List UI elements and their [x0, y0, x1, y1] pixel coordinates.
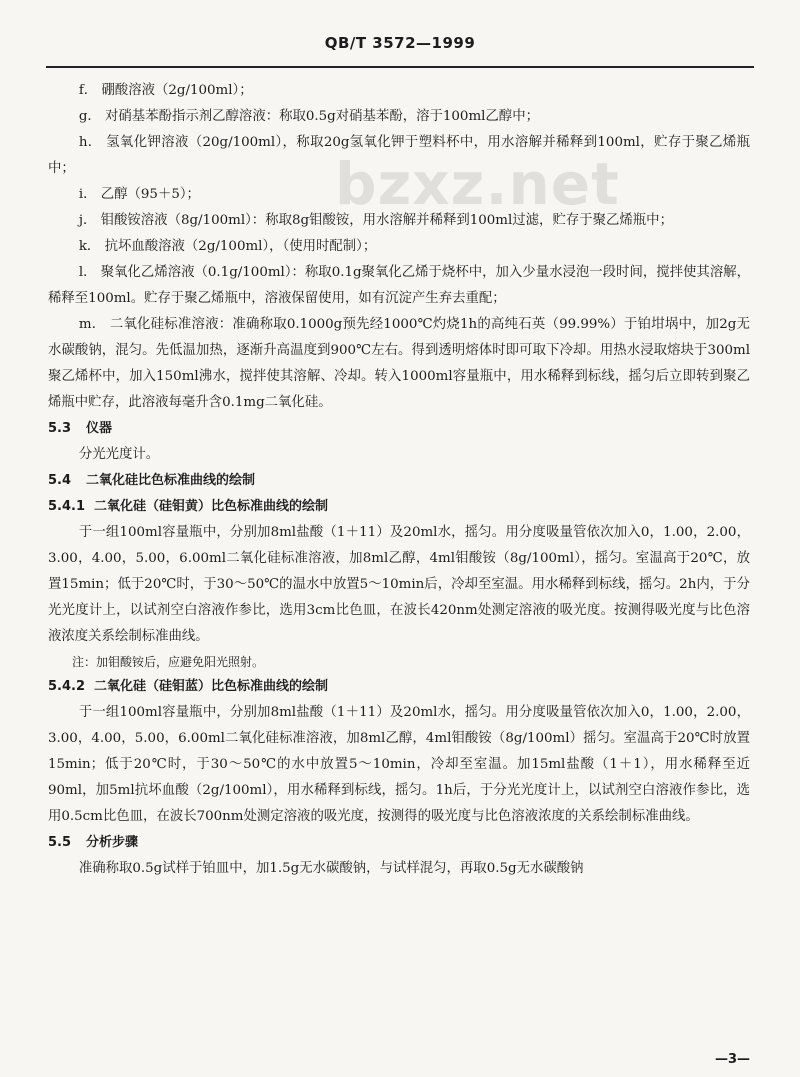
page-number: —3—: [714, 1052, 750, 1067]
section-5-4-1-note: 注：加钼酸铵后，应避免阳光照射。: [72, 655, 265, 669]
section-number: 5.4.2: [48, 679, 86, 694]
section-title: 仪器: [86, 421, 113, 436]
section-number: 5.4.1: [48, 499, 86, 514]
reagent-h: h． 氢氧化钾溶液（20g/100ml），称取20g氢氧化钾于塑料杯中，用水溶解并稀释到100ml，贮存于聚乙烯瓶中；: [48, 135, 750, 176]
section-5-5-heading: [48, 830, 750, 856]
reagent-m: m． 二氧化硅标准溶液：准确称取0.1000g预先经1000℃灼烧1h的高纯石英（99.99%）于铂坩埚中，加2g无水碳酸钠，混匀。先低温加热，逐渐升高温度到900℃左右。得到透明熔体时即可取下冷却。用热水浸取熔块于300ml聚乙烯杯中，加入150ml沸水，搅拌使其溶解、冷却。转入1000ml容量瓶中，用水稀释到标线，摇匀后立即转到聚乙烯瓶中贮存，此溶液每毫升含0.1mg二氧化硅。: [48, 317, 750, 410]
header-rule: [46, 66, 754, 68]
section-number: 5.5: [48, 835, 72, 850]
section-number: 5.3: [48, 421, 72, 436]
section-5-4-2-heading: [48, 674, 750, 700]
section-title: 二氧化硅比色标准曲线的绘制: [86, 473, 256, 488]
section-5-4-heading: [48, 468, 750, 494]
reagent-l: l． 聚氧化乙烯溶液（0.1g/100ml）：称取0.1g聚氧化乙烯于烧杯中，加入少量水浸泡一段时间，搅拌使其溶解，稀释至100ml。贮存于聚乙烯瓶中，溶液保留使用，如有沉淀产生弃去重配；: [48, 265, 750, 306]
section-title: 二氧化硅（硅钼黄）比色标准曲线的绘制: [94, 499, 329, 514]
section-5-3-heading: [48, 416, 750, 442]
section-title: 分析步骤: [86, 835, 139, 850]
reagent-g: g． 对硝基苯酚指示剂乙醇溶液：称取0.5g对硝基苯酚，溶于100ml乙醇中；: [78, 109, 539, 124]
reagent-i: i． 乙醇（95＋5）；: [78, 187, 200, 202]
standard-number-header: QB/T 3572—1999: [324, 34, 476, 52]
section-5-4-2-text: 于一组100ml容量瓶中，分别加8ml盐酸（1＋11）及20ml水，摇匀。用分度吸量管依次加入0，1.00，2.00，3.00，4.00，5.00，6.00ml二氧化硅标准溶液，加8ml乙醇，4ml钼酸铵（8g/100ml）摇匀。室温高于20℃时放置15min；低于20℃时，于30～50℃的水中放置5～10min，冷却至室温。加15ml盐酸（1＋1），用水稀释至近90ml，加5ml抗坏血酸（2g/100ml），用水稀释到标线，摇匀。1h后，于分光光度计上，以试剂空白溶液作参比，选用0.5cm比色皿，在波长700nm处测定溶液的吸光度，按测得的吸光度与比色溶液浓度的关系绘制标准曲线。: [48, 705, 750, 824]
reagent-k: k． 抗坏血酸溶液（2g/100ml），（使用时配制）；: [78, 239, 377, 254]
document-body: [48, 78, 750, 882]
reagent-j: j． 钼酸铵溶液（8g/100ml）：称取8g钼酸铵，用水溶解并稀释到100ml过滤，贮存于聚乙烯瓶中；: [78, 213, 673, 228]
section-title: 二氧化硅（硅钼蓝）比色标准曲线的绘制: [94, 679, 329, 694]
watermark: bzxz.net: [335, 150, 620, 218]
reagent-f: f． 硼酸溶液（2g/100ml）；: [78, 83, 253, 98]
section-5-5-text: 准确称取0.5g试样于铂皿中，加1.5g无水碳酸钠，与试样混匀，再取0.5g无水碳酸钠: [78, 861, 584, 876]
section-5-4-1-text: 于一组100ml容量瓶中，分别加8ml盐酸（1＋11）及20ml水，摇匀。用分度吸量管依次加入0，1.00，2.00，3.00，4.00，5.00，6.00ml二氧化硅标准溶液，加8ml乙醇，4ml钼酸铵（8g/100ml），摇匀。室温高于20℃，放置15min；低于20℃时，于30～50℃的温水中放置5～10min后，冷却至室温。用水稀释到标线，摇匀。2h内，于分光光度计上，以试剂空白溶液作参比，选用3cm比色皿，在波长420nm处测定溶液的吸光度。按测得吸光度与比色溶液浓度关系绘制标准曲线。: [48, 525, 750, 644]
section-5-3-text: 分光光度计。: [78, 447, 160, 462]
section-5-4-1-heading: [48, 494, 750, 520]
section-number: 5.4: [48, 473, 72, 488]
